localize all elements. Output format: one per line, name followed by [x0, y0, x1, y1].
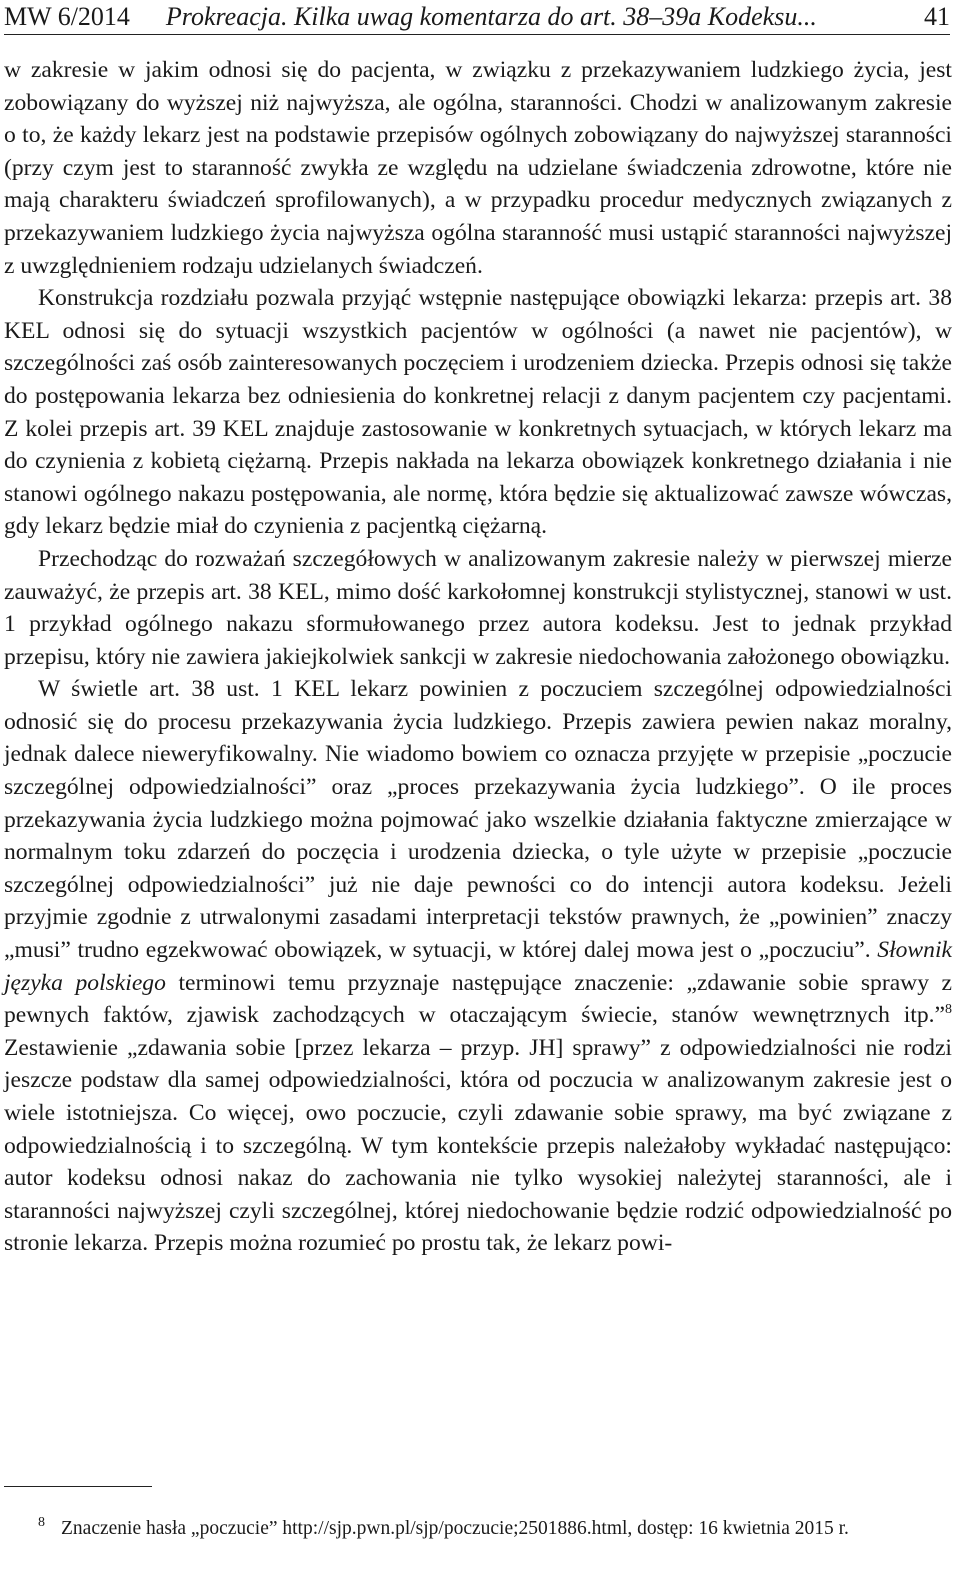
paragraph-4-part-c: Zestawienie „zdawania sobie [przez lekarza – przyp. JH] sprawy” z odpowiedzialności nie rodzi jeszcze podstaw dla samej odpowiedzialności, która od poczucia w analizowanym zakresie jest o wiele istotniejsza. Co więcej, owo poczucie, czyli zdawanie sobie sprawy, ma być związane z odpowiedzialnością i to szczególną. W tym kontekście przepis należałoby wykładać następująco: autor kodeksu odnosi nakaz do zachowania nie tylko wysokiej należytej staranności, ale i staranności najwyższej czyli szczególnej, której niedochowanie będzie rodzić odpowiedzialność po stronie lekarza. Przepis można rozumieć po prostu tak, że lekarz powi-	[4, 1034, 952, 1257]
paragraph-3: Przechodząc do rozważań szczegółowych w analizowanym zakresie należy w pierwszej mierze zauważyć, że przepis art. 38 KEL, mimo dość karkołomnej konstrukcji stylistycznej, stanowi w ust. 1 przykład ogólnego nakazu sformułowanego przez autora kodeksu. Jest to jednak przykład przepisu, który nie zawiera jakiejkolwiek sankcji w zakresie niedochowania założonego obowiązku.	[4, 545, 952, 670]
footnote-reference[interactable]: 8	[945, 1002, 952, 1018]
body-text	[4, 54, 952, 1260]
paragraph-4	[4, 673, 952, 1260]
paragraph-1: w zakresie w jakim odnosi się do pacjenta, w związku z przekazywaniem ludzkiego życia, jest zobowiązany do wyższej niż najwyższa, ale ogólna, staranności. Chodzi w analizowanym zakresie o to, że każdy lekarz jest na podstawie przepisów ogólnych zobowiązany do najwyższej staranności (przy czym jest to staranność zwykła ze względu na udzielane świadczenia zdrowotne, które nie mają charakteru świadczeń sprofilowanych), a w przypadku procedur medycznych związanych z przekazywaniem ludzkiego życia najwyższa ogólna staranność musi ustąpić staranności najwyższej z uwzględnieniem rodzaju udzielanych świadczeń.	[4, 57, 952, 279]
paragraph-4-part-a: W świetle art. 38 ust. 1 KEL lekarz powinien z poczuciem szczególnej odpowiedzialności odnosić się do procesu przekazywania życia ludzkiego. Przepis zawiera pewien nakaz moralny, jednak dalece nieweryfikowalny. Nie wiadomo bowiem co oznacza przyjęte w przepisie „poczucie szczególnej odpowiedzialności” oraz „proces przekazywania życia ludzkiego”. O ile proces przekazywania życia ludzkiego można pojmować jako wszelkie działania faktyczne zmierzające w normalnym toku zdarzeń do poczęcia i urodzenia dziecka, o tyle użyte w przepisie „poczucie szczególnej odpowiedzialności” już nie daje pewności co do intencji autora kodeksu. Jeżeli przyjmie zgodnie z utrwalonymi zasadami interpretacji tekstów prawnych, że „powinien” znaczy „musi” trudno egzekwować obowiązek, w sytuacji, w której dalej mowa jest o „poczuciu”.	[4, 676, 952, 964]
footnote-text: Znaczenie hasła „poczucie” http://sjp.pwn.pl/sjp/poczucie;2501886.html, dostęp: 16 kwietnia 2015 r.	[61, 1518, 849, 1539]
footnote-number: 8	[38, 1515, 45, 1530]
paragraph-4-part-b: terminowi temu przyznaje następujące znaczenie: „zdawanie sobie sprawy z pewnych faktów, zjawisk zachodzących w otaczającym świecie, stanów wewnętrznych itp.”	[4, 969, 953, 1029]
page-number: 41	[924, 2, 950, 31]
journal-issue: MW 6/2014	[4, 2, 130, 31]
footnote	[4, 1516, 952, 1542]
running-header	[4, 0, 950, 35]
footnote-separator	[4, 1486, 152, 1487]
paragraph-2: Konstrukcja rozdziału pozwala przyjąć wstępnie następujące obowiązki lekarza: przepis art. 38 KEL odnosi się do sytuacji wszystkich pacjentów w ogólności (a nawet nie pacjentów), w szczególności zaś osób zainteresowanych poczęciem i urodzeniem dziecka. Przepis odnosi się także do postępowania lekarza bez odniesienia do konkretnej relacji z danym pacjentem czy pacjentami. Z kolei przepis art. 39 KEL znajduje zastosowanie w konkretnych sytuacjach, w których lekarz ma do czynienia z kobietą ciężarną. Przepis nakłada na lekarza obowiązek konkretnego działania i nie stanowi ogólnego nakazu postępowania, ale normę, która będzie się aktualizować zawsze wówczas, gdy lekarz będzie miał do czynienia z pacjentką ciężarną.	[4, 285, 952, 540]
dictionary-title: Słownik języka polskiego	[4, 937, 952, 996]
running-title: Prokreacja. Kilka uwag komentarza do art. 38–39a Kodeksu...	[165, 2, 817, 31]
